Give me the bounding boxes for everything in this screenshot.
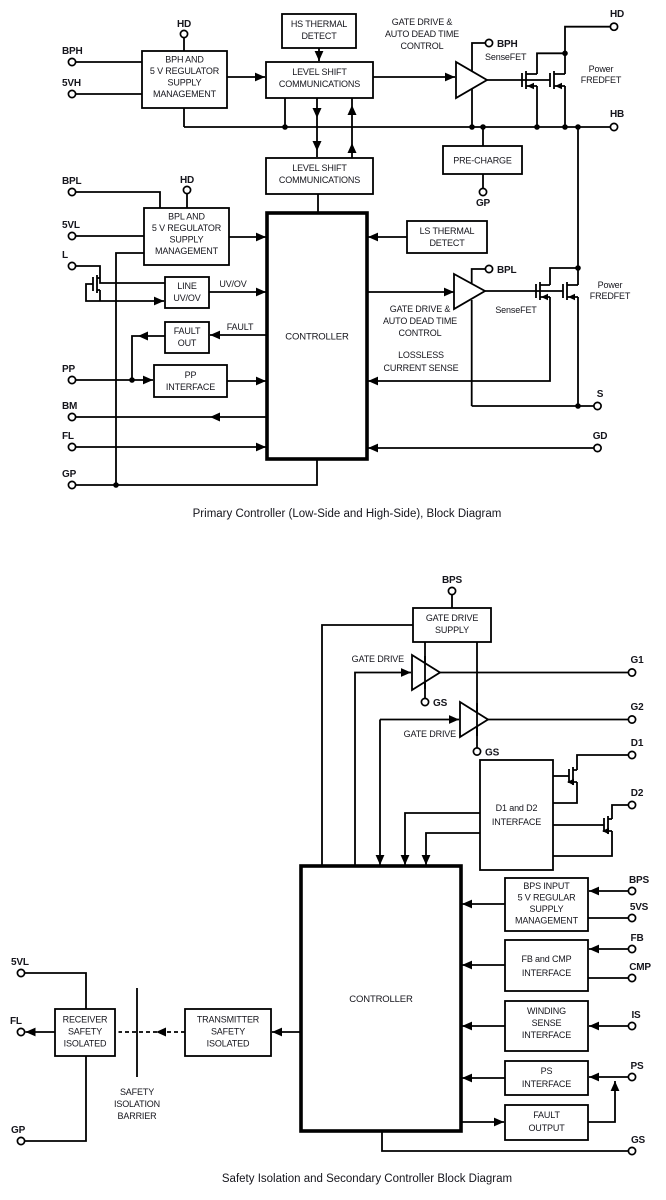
gs1-terminal xyxy=(421,698,428,705)
ps-interface-line2: INTERFACE xyxy=(521,1079,572,1089)
bps-input-line2: 5 V REGULAR xyxy=(517,892,576,903)
bpl-terminal xyxy=(68,188,75,195)
gs2-terminal xyxy=(473,748,480,755)
cmp-terminal xyxy=(628,974,635,981)
g1-pin-label: G1 xyxy=(630,655,644,666)
hs-thermal-line1: HS THERMAL xyxy=(290,19,348,29)
receiver-line3: ISOLATED xyxy=(63,1038,107,1049)
line-uvov-line1: LINE xyxy=(177,281,197,291)
fault-out-line1: FAULT xyxy=(173,326,201,336)
gp-pin-label: GP xyxy=(62,469,77,480)
secondary-controller-diagram xyxy=(10,575,651,1185)
fl-secondary-terminal xyxy=(17,1028,24,1035)
pp-terminal xyxy=(68,376,75,383)
gate-drive-1-label: GATE DRIVE xyxy=(351,654,404,664)
pre-charge-label: PRE-CHARGE xyxy=(453,155,512,166)
g2-pin-label: G2 xyxy=(630,702,644,713)
5vh-pin-label: 5VH xyxy=(62,78,81,89)
hs-fredfet-label1: Power xyxy=(588,64,614,74)
transmitter-line1: TRANSMITTER xyxy=(196,1014,260,1025)
l-terminal xyxy=(68,262,75,269)
level-shift-top-line2: COMMUNICATIONS xyxy=(278,79,361,89)
gate-drive-supply-line1: GATE DRIVE xyxy=(425,613,479,623)
l-pin-label: L xyxy=(62,250,68,261)
ls-fredfet-label1: Power xyxy=(597,280,623,290)
secondary-caption: Safety Isolation and Secondary Controller Block Diagram xyxy=(221,1173,513,1185)
gp-precharge-terminal xyxy=(479,188,486,195)
gs-bottom-terminal xyxy=(628,1147,635,1154)
bps-top-terminal xyxy=(448,587,455,594)
5vl-secondary-pin-label: 5VL xyxy=(11,957,29,968)
transmitter-line3: ISOLATED xyxy=(206,1038,250,1049)
receiver-line2: SAFETY xyxy=(67,1026,103,1037)
bpl-regulator-line2: 5 V REGULATOR xyxy=(151,223,222,233)
bps-top-pin-label: BPS xyxy=(442,575,462,586)
fault-out-line2: OUT xyxy=(177,338,197,348)
bpl-regulator-line1: BPL AND xyxy=(168,211,205,222)
fl-secondary-pin-label: FL xyxy=(10,1016,22,1027)
winding-sense-line1: WINDING xyxy=(527,1006,566,1016)
ls-sensefet-label: SenseFET xyxy=(495,305,537,315)
bpl-regulator-line4: MANAGEMENT xyxy=(154,246,219,256)
ps-interface-line1: PS xyxy=(540,1066,553,1076)
bps-terminal xyxy=(628,887,635,894)
bpl-driver-terminal xyxy=(485,265,492,272)
bph-driver-pin-label: BPH xyxy=(497,39,518,50)
ls-thermal-line2: DETECT xyxy=(429,238,465,248)
bph-terminal xyxy=(68,58,75,65)
hs-thermal-line2: DETECT xyxy=(301,31,337,41)
d2-pin-label: D2 xyxy=(630,788,644,799)
bph-pin-label: BPH xyxy=(62,46,83,57)
d1-d2-interface-box xyxy=(480,760,553,870)
gd-terminal xyxy=(594,444,601,451)
ls-gate-drive-label3: CONTROL xyxy=(398,328,442,338)
gd-pin-label: GD xyxy=(592,431,608,442)
hs-gate-drive-label1: GATE DRIVE & xyxy=(391,17,453,27)
g1-terminal xyxy=(628,669,635,676)
bps-pin-label: BPS xyxy=(629,875,649,886)
gs1-pin-label: GS xyxy=(433,698,448,709)
gate-drive-supply-line2: SUPPLY xyxy=(435,625,469,635)
fb-cmp-line2: INTERFACE xyxy=(521,968,572,978)
5vl-terminal xyxy=(68,232,75,239)
s-pin-label: S xyxy=(596,389,604,400)
line-uvov-line2: UV/OV xyxy=(173,293,201,303)
bph-regulator-line3: SUPPLY xyxy=(167,77,202,88)
pp-pin-label: PP xyxy=(62,364,75,375)
lossless-sense-label2: CURRENT SENSE xyxy=(383,363,459,373)
ps-terminal xyxy=(628,1073,635,1080)
lossless-sense-label1: LOSSLESS xyxy=(398,350,444,360)
primary-controller-diagram xyxy=(62,9,631,520)
bph-regulator-line1: BPH AND xyxy=(165,54,204,65)
winding-sense-line2: SENSE xyxy=(531,1018,562,1028)
bps-input-line1: BPS INPUT xyxy=(523,881,570,891)
hd-right-terminal xyxy=(610,23,617,30)
d2-terminal xyxy=(628,801,635,808)
gp-terminal xyxy=(68,481,75,488)
gp-secondary-terminal xyxy=(17,1137,24,1144)
gp-secondary-pin-label: GP xyxy=(11,1125,26,1136)
s-terminal xyxy=(594,402,601,409)
d1-pin-label: D1 xyxy=(630,738,644,749)
5vs-pin-label: 5VS xyxy=(629,902,649,913)
cmp-pin-label: CMP xyxy=(629,962,651,973)
fb-cmp-interface-box xyxy=(505,940,588,991)
bph-driver-terminal xyxy=(485,39,492,46)
bpl-pin-label: BPL xyxy=(62,176,82,187)
d1-d2-interface-line2: INTERFACE xyxy=(491,817,542,827)
gate-drive-1-triangle xyxy=(412,655,440,690)
fl-terminal xyxy=(68,443,75,450)
safety-barrier-label2: ISOLATION xyxy=(114,1099,160,1109)
primary-controller-label: CONTROLLER xyxy=(285,331,349,343)
receiver-line1: RECEIVER xyxy=(62,1014,108,1025)
hs-gate-drive-label2: AUTO DEAD TIME xyxy=(384,29,460,39)
fl-pin-label: FL xyxy=(62,431,74,442)
fb-pin-label: FB xyxy=(630,933,644,944)
is-pin-label: IS xyxy=(631,1010,641,1021)
ls-fredfet-label2: FREDFET xyxy=(589,291,631,301)
5vl-pin-label: 5VL xyxy=(62,220,80,231)
d1-d2-interface-line1: D1 and D2 xyxy=(495,803,538,813)
primary-caption: Primary Controller (Low-Side and High-Side), Block Diagram xyxy=(192,508,502,520)
gate-drive-2-label: GATE DRIVE xyxy=(403,729,456,739)
hd-right-pin-label: HD xyxy=(609,9,625,20)
ls-gate-drive-label2: AUTO DEAD TIME xyxy=(382,316,458,326)
line-sense-fet-symbol xyxy=(93,275,100,293)
hd-top-terminal xyxy=(180,30,187,37)
ls-gate-driver-triangle xyxy=(454,274,485,309)
fb-cmp-line1: FB and CMP xyxy=(521,954,572,964)
is-terminal xyxy=(628,1022,635,1029)
g2-terminal xyxy=(628,716,635,723)
hb-terminal xyxy=(610,123,617,130)
gp-precharge-pin-label: GP xyxy=(475,198,491,209)
fault-output-line2: OUTPUT xyxy=(528,1123,565,1133)
bpl-driver-pin-label: BPL xyxy=(497,265,517,276)
fb-terminal xyxy=(628,945,635,952)
gs-bottom-pin-label: GS xyxy=(630,1135,646,1146)
level-shift-bottom-line2: COMMUNICATIONS xyxy=(278,175,361,185)
transmitter-line2: SAFETY xyxy=(210,1026,246,1037)
5vl-secondary-terminal xyxy=(17,969,24,976)
secondary-controller-label: CONTROLLER xyxy=(349,994,413,1005)
bm-terminal xyxy=(68,413,75,420)
safety-barrier-label3: BARRIER xyxy=(117,1111,157,1121)
hs-power-fredfet-symbol xyxy=(550,71,565,89)
gate-drive-2-triangle xyxy=(460,702,488,737)
level-shift-bottom-line1: LEVEL SHIFT xyxy=(292,163,347,173)
hd-top-pin-label: HD xyxy=(176,19,192,30)
d1-terminal xyxy=(628,751,635,758)
bph-regulator-line2: 5 V REGULATOR xyxy=(149,66,220,76)
fault-output-line1: FAULT xyxy=(533,1110,560,1120)
bm-pin-label: BM xyxy=(62,401,78,412)
ls-power-fredfet-symbol xyxy=(563,282,578,300)
level-shift-top-line1: LEVEL SHIFT xyxy=(292,67,347,77)
bps-input-line4: MANAGEMENT xyxy=(514,915,579,926)
hs-fredfet-label2: FREDFET xyxy=(580,75,622,85)
bph-regulator-line4: MANAGEMENT xyxy=(152,89,217,99)
ls-thermal-line1: LS THERMAL xyxy=(419,226,475,236)
ls-gate-drive-label1: GATE DRIVE & xyxy=(389,304,451,314)
uvov-signal-label: UV/OV xyxy=(219,279,247,289)
hd-mid-pin-label: HD xyxy=(179,175,195,186)
safety-barrier-label1: SAFETY xyxy=(119,1087,155,1097)
pp-interface-line2: INTERFACE xyxy=(165,382,216,392)
bpl-regulator-line3: SUPPLY xyxy=(169,234,204,245)
gs2-pin-label: GS xyxy=(485,747,500,759)
5vs-terminal xyxy=(628,914,635,921)
fault-signal-label: FAULT xyxy=(226,322,254,332)
pp-interface-line1: PP xyxy=(184,370,197,380)
winding-sense-line3: INTERFACE xyxy=(521,1030,572,1040)
hs-gate-drive-label3: CONTROL xyxy=(400,41,444,51)
hb-pin-label: HB xyxy=(609,109,625,120)
bps-input-line3: SUPPLY xyxy=(529,904,564,914)
5vh-terminal xyxy=(68,90,75,97)
ps-pin-label: PS xyxy=(630,1061,644,1072)
hd-mid-terminal xyxy=(183,186,190,193)
hs-sensefet-label: SenseFET xyxy=(485,52,527,62)
